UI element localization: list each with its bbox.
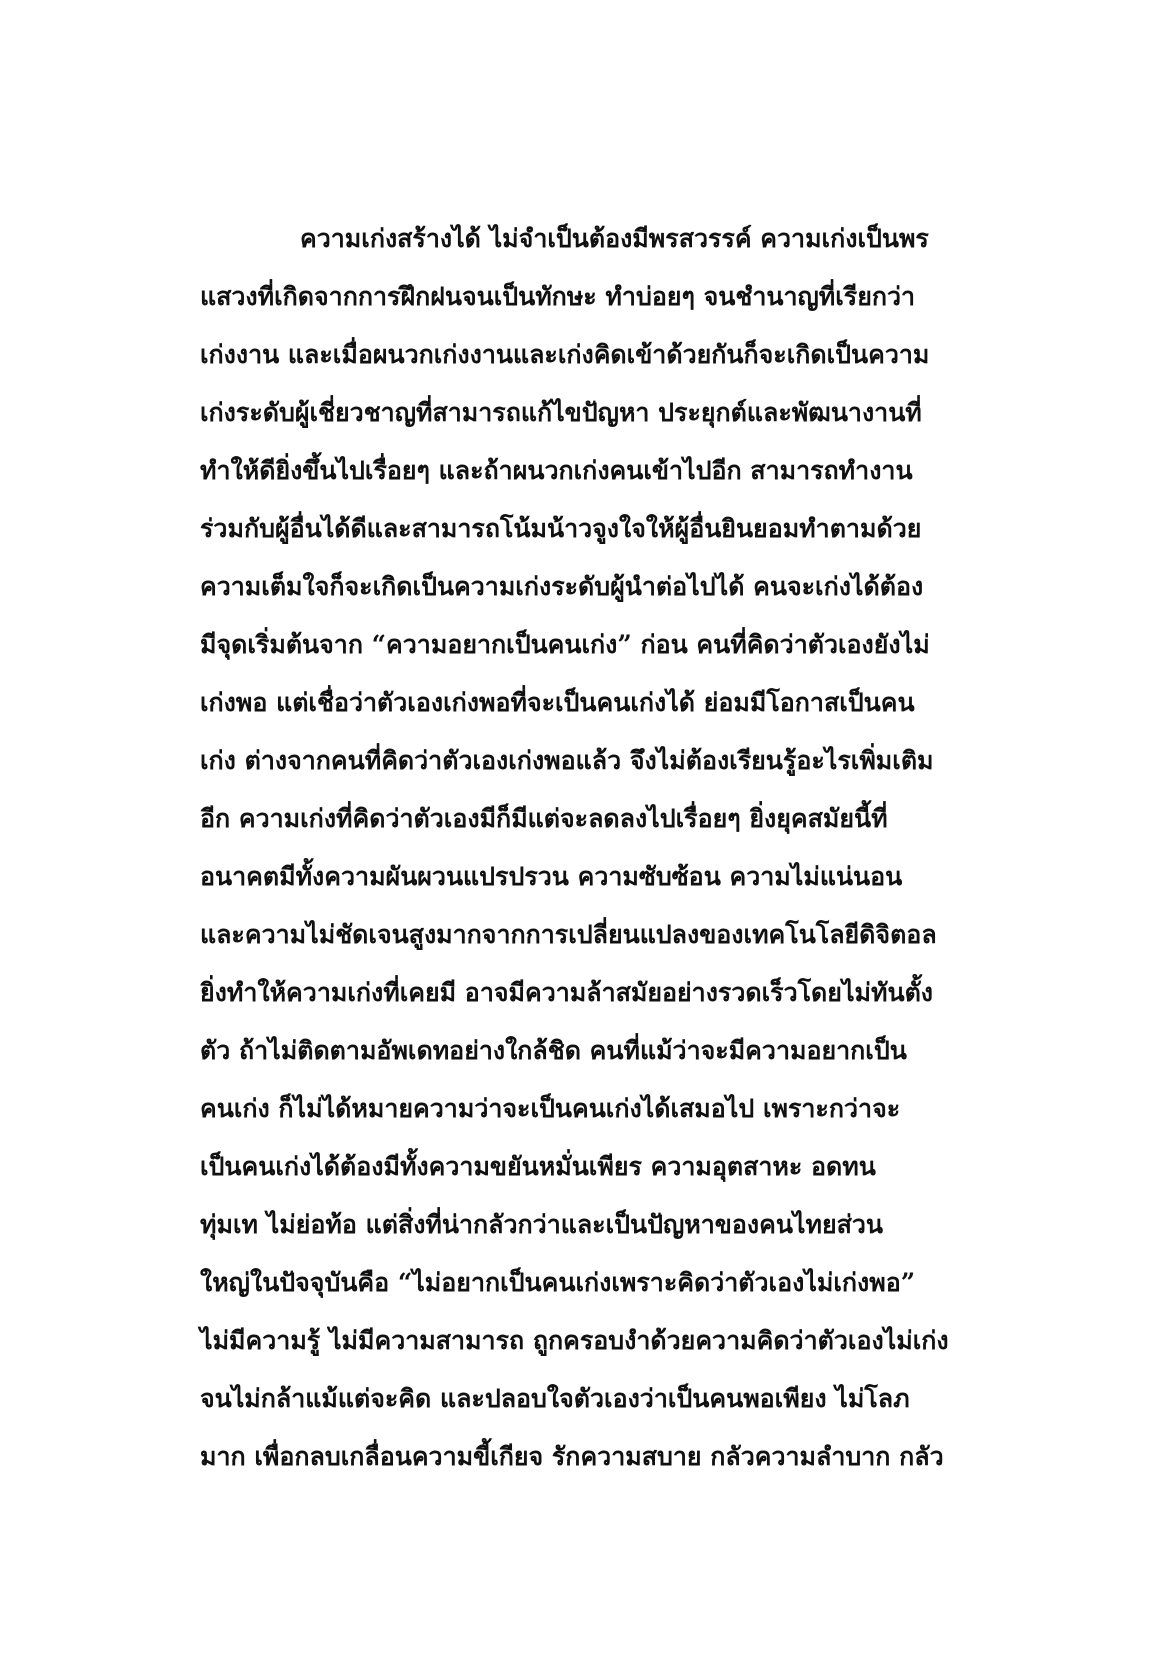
text-line-10: เก่ง ต่างจากคนที่คิดว่าตัวเองเก่งพอแล้ว จึงไม่ต้องเรียนรู้อะไรเพิ่มเติม xyxy=(200,746,934,775)
text-line-2: แสวงที่เกิดจากการฝึกฝนจนเป็นทักษะ ทำบ่อยๆ จนชำนาญที่เรียกว่า xyxy=(200,282,916,311)
text-line-3: เก่งงาน และเมื่อผนวกเก่งงานและเก่งคิดเข้าด้วยกันก็จะเกิดเป็นความ xyxy=(200,340,930,369)
text-line-15: ตัว ถ้าไม่ติดตามอัพเดทอย่างใกล้ชิด คนที่แม้ว่าจะมีความอยากเป็น xyxy=(200,1036,907,1065)
text-line-14: ยิ่งทำให้ความเก่งที่เคยมี อาจมีความล้าสมัยอย่างรวดเร็วโดยไม่ทันตั้ง xyxy=(200,978,934,1007)
text-line-7: ความเต็มใจก็จะเกิดเป็นความเก่งระดับผู้นำต่อไปได้ คนจะเก่งได้ต้อง xyxy=(200,572,924,601)
text-line-20: ไม่มีความรู้ ไม่มีความสามารถ ถูกครอบงำด้วยความคิดว่าตัวเองไม่เก่ง xyxy=(200,1326,949,1355)
text-line-21: จนไม่กล้าแม้แต่จะคิด และปลอบใจตัวเองว่าเป็นคนพอเพียง ไม่โลภ xyxy=(200,1384,910,1413)
text-line-18: ทุ่มเท ไม่ย่อท้อ แต่สิ่งที่น่ากลัวกว่าและเป็นปัญหาของคนไทยส่วน xyxy=(200,1210,883,1239)
text-line-17: เป็นคนเก่งได้ต้องมีทั้งความขยันหมั่นเพียร ความอุตสาหะ อดทน xyxy=(200,1152,876,1181)
body-paragraph xyxy=(200,210,970,1486)
text-line-11: อีก ความเก่งที่คิดว่าตัวเองมีก็มีแต่จะลดลงไปเรื่อยๆ ยิ่งยุคสมัยนี้ที่ xyxy=(200,804,888,833)
text-line-4: เก่งระดับผู้เชี่ยวชาญที่สามารถแก้ไขปัญหา ประยุกต์และพัฒนางานที่ xyxy=(200,398,922,427)
text-line-13: และความไม่ชัดเจนสูงมากจากการเปลี่ยนแปลงของเทคโนโลยีดิจิตอล xyxy=(200,920,937,949)
text-line-6: ร่วมกับผู้อื่นได้ดีและสามารถโน้มน้าวจูงใจให้ผู้อื่นยินยอมทำตามด้วย xyxy=(200,514,922,543)
text-line-19: ใหญ่ในปัจจุบันคือ “ไม่อยากเป็นคนเก่งเพราะคิดว่าตัวเองไม่เก่งพอ” xyxy=(200,1268,916,1297)
text-line-8: มีจุดเริ่มต้นจาก “ความอยากเป็นคนเก่ง” ก่อน คนที่คิดว่าตัวเองยังไม่ xyxy=(200,630,930,659)
text-line-16: คนเก่ง ก็ไม่ได้หมายความว่าจะเป็นคนเก่งได้เสมอไป เพราะกว่าจะ xyxy=(200,1094,901,1123)
text-line-5: ทำให้ดียิ่งขึ้นไปเรื่อยๆ และถ้าผนวกเก่งคนเข้าไปอีก สามารถทำงาน xyxy=(200,456,913,485)
text-line-1: ความเก่งสร้างได้ ไม่จำเป็นต้องมีพรสวรรค์ ความเก่งเป็นพร xyxy=(300,224,929,253)
text-line-22: มาก เพื่อกลบเกลื่อนความขี้เกียจ รักความสบาย กลัวความลำบาก กลัว xyxy=(200,1442,944,1471)
text-line-9: เก่งพอ แต่เชื่อว่าตัวเองเก่งพอที่จะเป็นคนเก่งได้ ย่อมมีโอกาสเป็นคน xyxy=(200,688,915,717)
text-line-12: อนาคตมีทั้งความผันผวนแปรปรวน ความซับซ้อน ความไม่แน่นอน xyxy=(200,862,903,891)
